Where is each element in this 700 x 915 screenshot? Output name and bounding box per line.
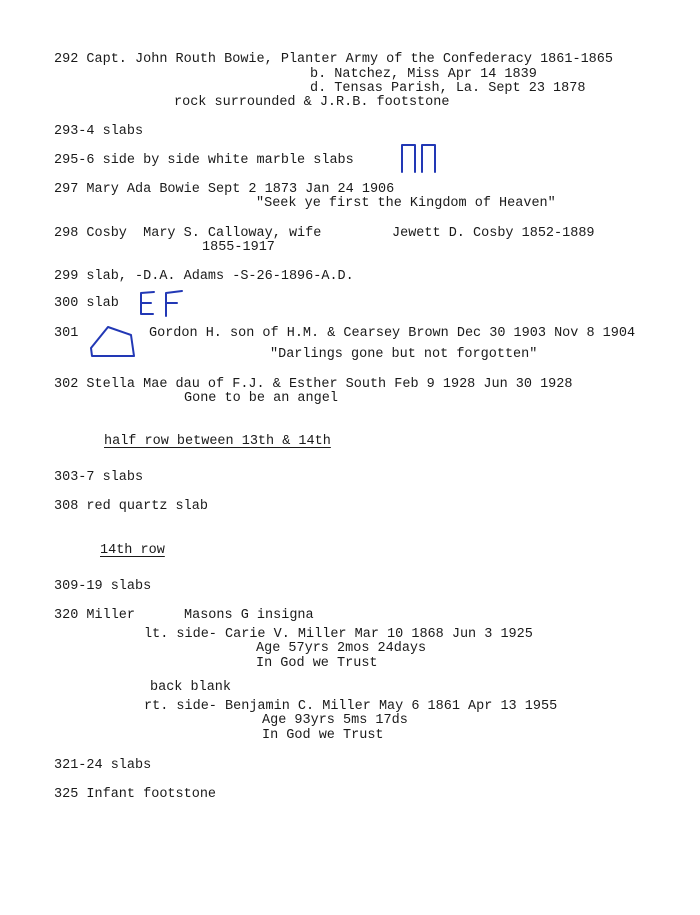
entry-295: 295-6 side by side white marble slabs bbox=[54, 153, 354, 168]
entry-320-right-trust: In God we Trust bbox=[262, 728, 384, 743]
entry-302-note: Gone to be an angel bbox=[184, 391, 338, 406]
entry-309: 309-19 slabs bbox=[54, 579, 152, 594]
entry-301-number: 301 bbox=[54, 326, 79, 341]
entry-292-title: 292 Capt. John Routh Bowie, Planter Army of the Confederacy 1861-1865 bbox=[54, 52, 613, 67]
entry-301-quote: "Darlings gone but not forgotten" bbox=[270, 347, 538, 362]
entry-292-born: b. Natchez, Miss Apr 14 1839 bbox=[310, 67, 537, 82]
entry-292-note: rock surrounded & J.R.B. footstone bbox=[174, 95, 450, 110]
entry-297-quote: "Seek ye first the Kingdom of Heaven" bbox=[256, 196, 556, 211]
entry-298: 298 Cosby Mary S. Calloway, wife bbox=[54, 226, 322, 241]
entry-293: 293-4 slabs bbox=[54, 124, 144, 139]
entry-320-insignia: Masons G insigna bbox=[184, 608, 314, 623]
entry-321: 321-24 slabs bbox=[54, 758, 152, 773]
entry-301: Gordon H. son of H.M. & Cearsey Brown Dec 30 1903 Nov 8 1904 bbox=[149, 326, 636, 341]
handwritten-house-shape-icon bbox=[86, 322, 140, 360]
entry-320-left-side: lt. side- Carie V. Miller Mar 10 1868 Jun 3 1925 bbox=[144, 627, 533, 642]
entry-320: 320 Miller bbox=[54, 608, 136, 623]
entry-320-left-age: Age 57yrs 2mos 24days bbox=[256, 641, 427, 656]
entry-320-left-trust: In God we Trust bbox=[256, 656, 378, 671]
entry-320-back: back blank bbox=[150, 680, 232, 695]
entry-300: 300 slab bbox=[54, 296, 119, 311]
handwritten-ef-mark-icon bbox=[136, 288, 188, 318]
entry-320-right-age: Age 93yrs 5ms 17ds bbox=[262, 713, 408, 728]
entry-302: 302 Stella Mae dau of F.J. & Esther South Feb 9 1928 Jun 30 1928 bbox=[54, 377, 573, 392]
entry-297: 297 Mary Ada Bowie Sept 2 1873 Jan 24 1906 bbox=[54, 182, 395, 197]
entry-308: 308 red quartz slab bbox=[54, 499, 208, 514]
section-heading-half-row: half row between 13th & 14th bbox=[104, 434, 331, 449]
entry-303: 303-7 slabs bbox=[54, 470, 144, 485]
entry-292-died: d. Tensas Parish, La. Sept 23 1878 bbox=[310, 81, 586, 96]
section-heading-14th-row: 14th row bbox=[100, 543, 165, 558]
entry-298-jewett: Jewett D. Cosby 1852-1889 bbox=[392, 226, 595, 241]
entry-325: 325 Infant footstone bbox=[54, 787, 217, 802]
entry-299: 299 slab, -D.A. Adams -S-26-1896-A.D. bbox=[54, 269, 354, 284]
entry-320-right-side: rt. side- Benjamin C. Miller May 6 1861 Apr 13 1955 bbox=[144, 699, 558, 714]
entry-298-years: 1855-1917 bbox=[202, 240, 275, 255]
handwritten-slab-sketch-icon bbox=[398, 141, 442, 175]
